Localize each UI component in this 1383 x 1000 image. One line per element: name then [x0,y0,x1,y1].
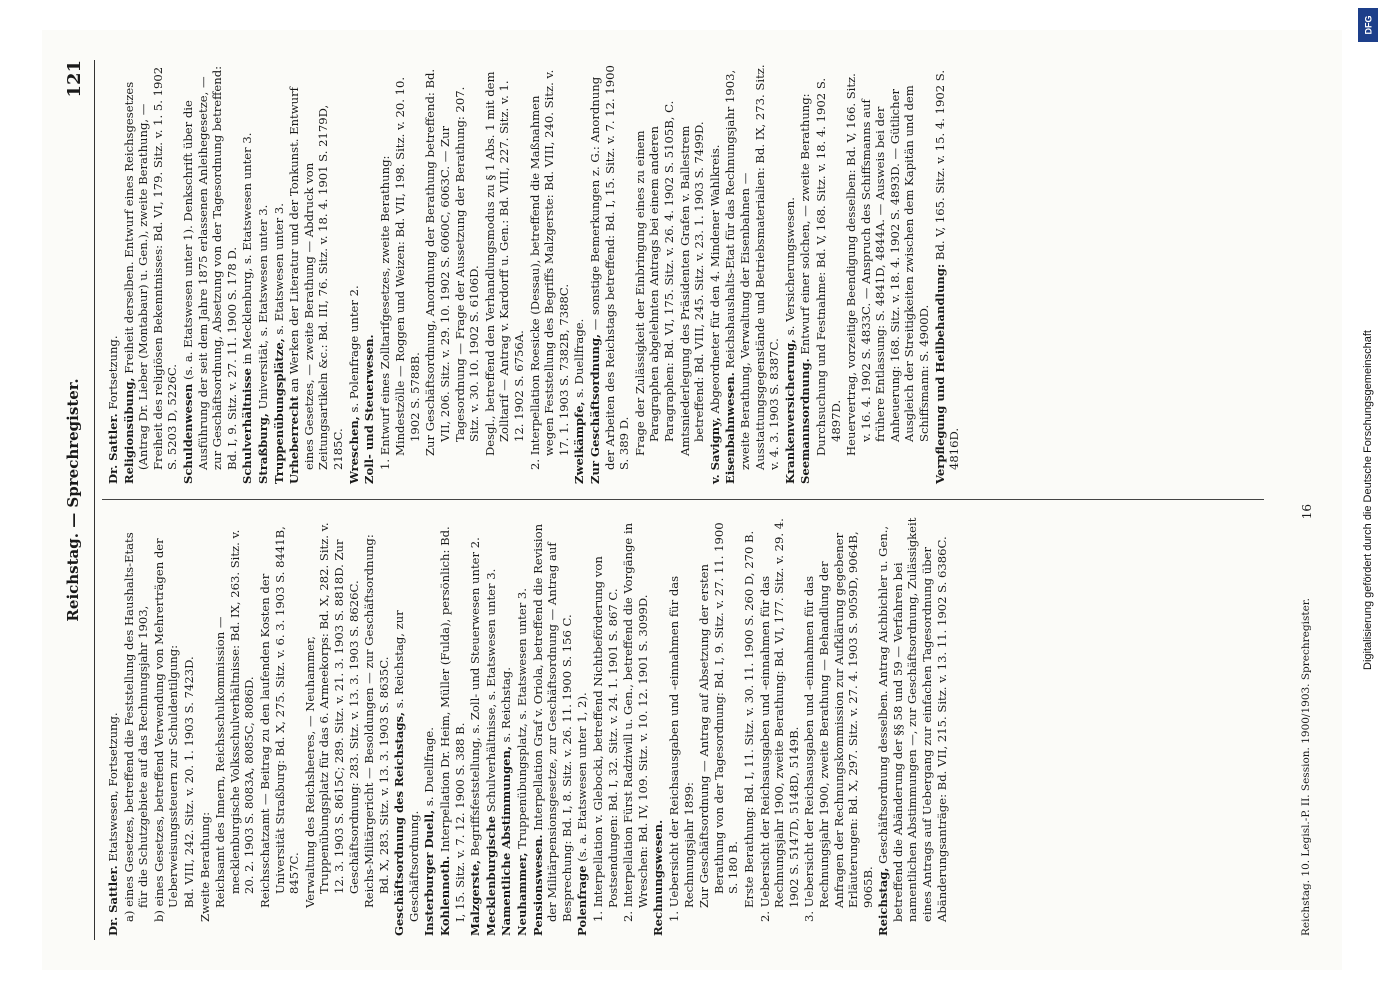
entry-text: Freiheit derselben. Entwurf eines Reichsgesetzes (Antrag Dr. Lieber (Montabaur) u. Gen.), zweite Berathung, — Freiheit des religiösen Bekenntnisses: Bd. VI, 179. Sitz. v. 1. 5. 1902 S. 5203 D, 5226C. [121,66,179,470]
entry-text: s. Reichstag. [498,667,513,743]
entry-heading: Straßburg, [255,413,270,484]
register-entry [798,64,813,484]
entry-text: in Mecklenburg, s. Etatswesen unter 3. [239,132,254,365]
running-title: Reichstag. — Sprechregister. [63,378,82,622]
register-entry [121,64,179,484]
entry-text: s. Duellfrage. [421,727,436,807]
reference-entry: Reichs-Militärgericht — Besoldungen — zur Geschäftsordnung: Bd. X, 283. Sitz. v. 13. 3. 1903 S. 8635C. [361,534,391,908]
register-entry [707,64,722,484]
entry-heading: Zweikämpfe, [571,401,586,484]
sub-entry: a) eines Gesetzes, betreffend die Feststellung des Haushalts-Etats für die Schutzgebiete auf das Rechnungsjahr 1903, [121,532,150,922]
reference-entry: Erste Berathung: Bd. I, 11. Sitz. v. 30. 11. 1900 S. 260 D, 270 B. [741,530,756,908]
entry-text: Interpellation Graf v. Oriola, betreffend die Revision der Militärpensionsgesetze, zur Geschäftsordnung — Antrag auf Besprechung: Bd. I, 8. Sitz. v. 26. 11. 1900 S. 156 C. [530,523,574,922]
entry-heading: Rechnungswesen. [650,819,665,936]
entry-heading: Dr. Sattler. [105,865,120,936]
entry-heading: Zoll- und Steuerwesen. [361,334,376,484]
register-entry [362,64,377,484]
header-rule [94,60,95,940]
dfg-notice-text: Digitalisierung gefördert durch die Deutsche Forschungsgemeinschaft [1362,330,1374,670]
register-entry [588,64,632,484]
reference-entry: Reichsschatzamt — Beitrag zu den laufenden Kosten der Universität Straßburg: Bd. X, 275. Sitz. v. 6. 3. 1903 S. 8441B, 8457C. [257,526,301,908]
entry-heading: Insterburger Duell, [421,809,436,936]
entry-heading: Malzgerste, [467,859,482,936]
page-header [64,60,92,940]
sub-entry: 3. Uebersicht der Reichsausgaben und -einnahmen für das Rechnungsjahr 1900, zweite Berathung — Behandlung der Anfragen der Rechnungskommission zur Aufklärung gegebener Erläuterungen: Bd. X, 297. Sitz. v. 27. 4. 1903 S. 9059D, 9064B, 9065B. [801,531,875,922]
reference-entry: Durchsuchung und Festnahme: Bd. V, 168. Sitz. v. 18. 4. 1902 S. 4897D. [813,77,842,456]
entry-text: Schulverhältnisse, s. Etatswesen unter 3. [483,568,498,813]
dfg-logo: DFG [1358,8,1378,42]
register-entry [346,64,361,484]
entry-heading: Wreschen, [346,416,360,484]
entry-heading: Geschäftsordnung des Reichstags, [391,711,406,936]
digitization-notice [1355,2,1381,998]
reference-entry: Desgl., betreffend den Verhandlungsmodus zu § 1 Abs. 1 mit dem Zolltarif — Antrag v. Kardorff u. Gen.: Bd. VIII, 227. Sitz. v. 1. 12. 1902 S. 6756A. [482,71,526,456]
reference-entry: Zur Geschäftsordnung, Anordnung der Berathung betreffend: Bd. VII, 206. Sitz. v. 29. 10. 1902 S. 6060C, 6063C. — Zur Tagesordnung — Frage der Aussetzung der Berathung: 207. Sitz. v. 30. 10. 1902 S. 6106D. [422,68,481,456]
register-entry [287,64,345,484]
entry-text: Begriffsfeststellung, s. Zoll- und Steuerwesen unter 2. [467,537,482,857]
entry-heading: v. Savigny, [707,417,722,484]
register-entry [392,516,421,936]
column-divider [102,499,1264,500]
reference-entry: Bd. VIII, 242. Sitz. v. 20. 1. 1903 S. 7423D. [181,656,196,908]
register-entry [572,64,587,484]
reference-entry: Mindestzölle — Roggen und Weizen: Bd. VII, 198. Sitz. v. 20. 10. 1902 S. 5788B. [392,76,422,456]
entry-heading: Polenfrage [574,865,589,936]
sub-entry: 1. Entwurf eines Zolltarifgesetzes, zweite Berathung: [377,155,392,470]
register-entry [180,64,238,484]
sub-entry: 1. Interpellation v. Glebocki, betreffend Nichtbeförderung von Postsendungen: Bd. I, 32. Sitz. v. 24. 1. 1901 S. 867 C. [590,556,620,922]
reference-entry: Zur Geschäftsordnung — Antrag auf Absetzung der ersten Berathung von der Tagesordnung: Bd. I, 9. Sitz. v. 27. 11. 1900 S. 180 B. [696,522,740,908]
reference-entry: Amtsniederlegung des Präsidenten Grafen v. Ballestrem betreffend: Bd. VIII, 245. Sitz. v. 23. 1. 1903 S. 7499D. [677,121,706,456]
reference-entry: Reichsamt des Innern, Reichsschulkommission — mecklenburgische Volksschulverhältnisse: Bd. IX, 263. Sitz. v. 20. 2. 1903 S. 8083A, 8085C, 8086D. [212,529,256,908]
entry-heading: Krankenversicherung, [782,338,797,484]
entry-text: (s. a. Etatswesen unter 1). Denkschrift über die Ausführung der seit dem Jahre 1875 erlassenen Anleihegesetze, — zur Geschäftsordnung, Absetzung von der Tagesordnung betreffend: Bd. I, 9. Sitz. v. 27. 11. 1900 S. 178 D. [180,65,239,470]
entry-text: Universität, s. Etatswesen unter 3. [255,204,270,410]
sub-entry: 2. Interpellation Roesicke (Dessau), betreffend die Maßnahmen wegen Feststellung des Begriffs Malzgerste: Bd. VIII, 240. Sitz. v. 17. 1. 1903 S. 7382B, 7388C. [527,69,571,470]
sub-entry: 2. Interpellation Fürst Radziwill u. Gen., betreffend die Vorgänge in Wreschen: Bd. IV, 109. Sitz. v. 10. 12. 1901 S. 3099D. [620,522,650,922]
register-entry [438,516,467,936]
entry-heading: Mecklenburgische [483,815,498,936]
register-entry [651,516,666,936]
entry-text: s. Polenfrage unter 2. [346,285,360,413]
sub-entry: 1. Uebersicht der Reichsausgaben und -einnahmen für das Rechnungsjahr 1899: [666,575,696,922]
register-entry [530,516,574,936]
left-column [106,516,950,936]
entry-text: Fortsetzung. [105,335,120,410]
entry-heading: Zur Geschäftsordnung, [587,333,602,484]
entry-heading: Urheberrecht [286,396,301,484]
register-entry [575,516,590,936]
page-number: 121 [63,60,85,98]
register-entry [422,516,437,936]
entry-heading: Pensionswesen. [530,834,545,936]
entry-text: Entwurf einer solchen, — zweite Berathung: [797,93,812,355]
entry-heading: Religionsübung, [121,377,136,484]
register-entry [483,516,498,936]
entry-heading: Seemannsordnung. [797,358,812,484]
register-entry [499,516,514,936]
footer-signature: Reichstag. 10. Legisl.-P. II. Session. 1900/1903. Sprechregister. [1299,598,1312,936]
register-entry [271,64,286,484]
entry-heading: Reichstag, [875,867,890,936]
entry-heading: Eisenbahnwesen. [722,372,737,484]
sub-entry: 2. Uebersicht der Reichsausgaben und -einnahmen für das Rechnungsjahr 1900, zweite Berathung: Bd. VI, 177. Sitz. v. 29. 4. 1902 S. 5147D, 5148D, 5149B. [757,518,801,922]
page-footer [1300,64,1312,936]
register-entry [106,64,121,484]
entry-text: s. Versicherungswesen. [782,197,797,336]
right-column [106,64,963,484]
entry-heading: Kohlennoth. [437,855,452,936]
entry-text: Reichshaushalts-Etat für das Rechnungsjahr 1903, zweite Berathung, Verwaltung der Eisenbahnen — Ausstattungsgegenstände und Betriebsmaterialien: Bd. IX, 273. Sitz. v. 4. 3. 1903 S. 8387C. [722,64,781,470]
reference-entry: Verwaltung des Reichsheeres, — Neuhammer, Truppenübungsplatz für das 6. Armeekorps: Bd. X, 282. Sitz. v. 12. 3. 1903 S. 8615C; 289. Sitz. v. 21. 3. 1903 S. 8818D. Zur Geschäftsordnung: 283. Sitz. v. 13. 3. 1903 S. 8626C. [302,522,360,908]
entry-heading: Namentliche Abstimmungen, [498,746,513,936]
entry-text: Truppenübungsplatz, s. Etatswesen unter 3. [514,588,529,849]
register-entry [106,516,121,936]
register-entry [255,64,270,484]
register-entry [932,64,961,484]
entry-text: (s. a. Etatswesen unter 1, 2). [574,692,589,862]
reference-entry: Frage der Zulässigkeit der Einbringung eines zu einem Paragraphen abgelehnten Antrags bei einem anderen Paragraphen: Bd. VI, 175. Sitz. v. 26. 4. 1902 S. 5105B, C. [632,100,676,456]
entry-heading: Verpflegung und Heilbehandlung: [932,263,947,484]
entry-heading: Schuldenwesen [180,383,195,484]
entry-text: Abgeordneter für den 4. Mindener Wahlkreis. [707,144,722,414]
signature-number: 16 [1299,504,1314,520]
entry-text: s. Reichstag, zur Geschäftsordnung. [391,610,421,922]
register-entry [240,64,255,484]
entry-heading: Dr. Sattler. [105,413,120,484]
reference-entry: Heuervertrag, vorzeitige Beendigung desselben: Bd. V, 166. Sitz. v. 16. 4. 1902 S. 4833C. — Anspruch des Schiffsmanns auf frühere Entlassung: S. 4841D, 4844A. — Ausweis bei der Anheuerung: 168. Sitz. v. 18. 4. 1902 S. 4893D. — Gütlicher Ausgleich der Streitigkeiten zwischen dem Kapitän und dem Schiffsmann: S. 4900D. [843,73,931,456]
sub-entry: Zweite Berathung: [197,812,212,922]
sub-entry: b) eines Gesetzes, betreffend Verwendung von Mehrerträgen der Ueberweisungssteuern zur Schuldentilgung: [151,538,180,922]
register-entry [515,516,530,936]
entry-text: Geschäftsordnung desselben. Antrag Aichbichler u. Gen., betreffend die Abänderung der §§ 58 und 59 — Verfahren bei namentlichen Abstimmungen —, zur Geschäftsordnung, Zulässigkeit eines Antrags auf Uebergang zur einfachen Tagesordnung über Abänderungsanträge: Bd. VII, 215. Sitz. v. 13. 11. 1902 S. 6386C. [875,517,949,922]
entry-heading: Schulverhältnisse [239,368,254,484]
entry-text: s. Etatswesen unter 3. [271,203,286,335]
entry-text: Bd. V, 165. Sitz. v. 15. 4. 1902 S. 4816D. [932,69,961,470]
entry-heading: Neuhammer, [514,852,529,936]
scanned-page [42,30,1342,970]
entry-text: s. Duellfrage. [571,318,586,398]
register-entry [876,516,949,936]
entry-text: an Werken der Literatur und der Tonkunst. Entwurf eines Gesetzes, — zweite Berathung — Abdruck von Zeitungsartikeln &c.: Bd. III, 76. Sitz. v. 18. 4. 1901 S. 2179D, 2185C. [286,87,345,470]
register-entry [723,64,781,484]
entry-text: — sonstige Bemerkungen z. G.: Anordnung der Arbeiten des Reichstags betreffend: Bd. I, 15. Sitz. v. 7. 12. 1900 S. 389 D. [587,65,631,470]
register-entry [782,64,797,484]
entry-text: Interpellation Dr. Heim, Müller (Fulda), persönlich: Bd. I, 15. Sitz. v. 7. 12. 1900 S. 388 B. [437,526,467,922]
entry-heading: Truppenübungsplätze, [271,338,286,484]
entry-text: Etatswesen, Fortsetzung. [105,712,120,862]
register-entry [468,516,483,936]
